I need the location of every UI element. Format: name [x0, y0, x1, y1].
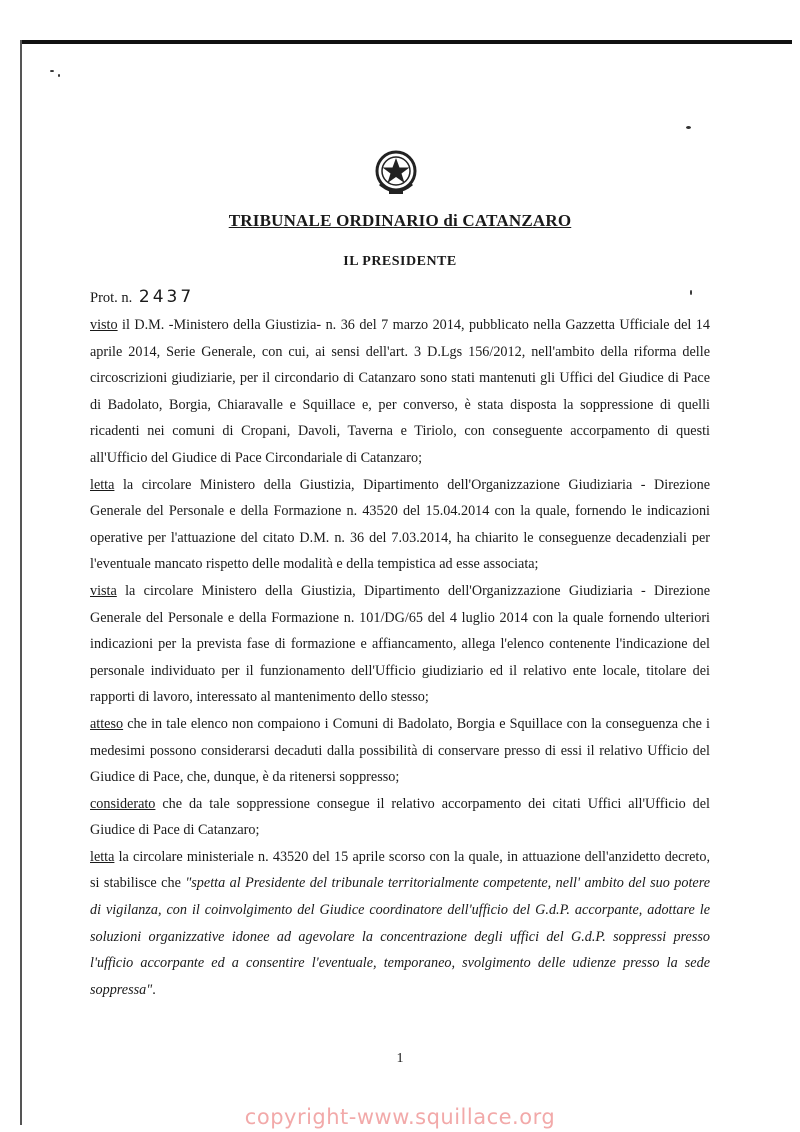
- paragraph-lead: considerato: [90, 795, 156, 812]
- paragraph-lead: vista: [90, 582, 117, 599]
- paragraph-text: la circolare Ministero della Giustizia, Dipartimento dell'Organizzazione Giudiziaria - Direzione Generale del Personale e della Formazione n. 101/DG/65 del 4 luglio 2014 con la quale fornendo ulteriori indicazioni per la prevista fase di formazione e affiancamento, allega l'elenco contenente l'indicazione del personale individuato per il funzionamento dell'Ufficio giudiziario ed il relativo ente locale, titolare dei rapporti di lavoro, interessato al mantenimento dello stesso;: [90, 582, 710, 706]
- scan-speck: [58, 74, 60, 77]
- paragraph-text: che in tale elenco non compaiono i Comuni di Badolato, Borgia e Squillace con la conseguenza che i medesimi possono considerarsi decaduti dalla possibilità di conservare presso di essi il relativo Ufficio del Giudice di Pace, che, dunque, è da ritenersi soppresso;: [90, 715, 710, 786]
- paragraph-letta: [90, 472, 710, 578]
- paragraph-visto: [90, 312, 710, 472]
- protocol-line: [90, 287, 194, 307]
- paragraph-lead: atteso: [90, 715, 124, 732]
- scan-border-top: [22, 40, 792, 44]
- paragraph-vista: [90, 578, 710, 711]
- protocol-label: Prot. n.: [90, 290, 133, 306]
- protocol-number: 2437: [138, 287, 195, 307]
- court-title: TRIBUNALE ORDINARIO di CATANZARO: [228, 211, 572, 230]
- scan-speck: [50, 70, 54, 72]
- republic-emblem-icon: [371, 148, 421, 198]
- paragraph-lead: visto: [90, 317, 118, 333]
- paragraph-atteso: [90, 711, 710, 791]
- scan-border-left: [20, 40, 22, 1125]
- page-number: 1: [396, 1051, 404, 1066]
- paragraph-letta-circolare: [90, 844, 710, 1004]
- paragraph-end: .: [152, 981, 156, 998]
- paragraph-text: il D.M. -Ministero della Giustizia- n. 36 del 7 marzo 2014, pubblicato nella Gazzetta Ufficiale del 14 aprile 2014, Serie Generale, con cui, ai sensi dell'art. 3 D.Lgs 156/2012, nell'ambito della riforma delle circoscrizioni giudiziarie, per il circondario di Catanzaro sono stati mantenuti gli Uffici del Giudice di Pace di Badolato, Borgia, Chiaravalle e Squillace e, per converso, è stata disposta la soppressione di quelli ricadenti nei comuni di Cropani, Davoli, Taverna e Tiriolo, con conseguente accorpamento di questi all'Ufficio del Giudice di Pace Circondariale di Catanzaro;: [90, 317, 710, 466]
- paragraph-lead: letta: [90, 476, 115, 493]
- copyright-watermark: copyright-www.squillace.org: [244, 1105, 556, 1129]
- paragraph-lead: letta: [90, 848, 115, 865]
- paragraph-text: la circolare Ministero della Giustizia, Dipartimento dell'Organizzazione Giudiziaria - Direzione Generale del Personale e della Formazione n. 43520 del 15.04.2014 con la quale, fornendo le indicazioni operative per l'attuazione del citato D.M. n. 36 del 7.03.2014, ha chiarito le conseguenze decadenziali per l'eventuale mancato rispetto delle modalità e della tempistica ad esse associata;: [90, 476, 710, 573]
- paragraph-text: la circolare ministeriale n. 43520 del 15 aprile scorso con la quale, in attuazione dell'anzidetto decreto, si stabilisce che: [90, 848, 710, 892]
- paragraph-text: che da tale soppressione consegue il relativo accorpamento dei citati Uffici all'Ufficio del Giudice di Pace di Catanzaro;: [90, 795, 710, 839]
- scan-speck: [690, 290, 692, 295]
- quoted-provision: "spetta al Presidente del tribunale territorialmente competente, nell' ambito del suo potere di vigilanza, con il coinvolgimento del Giudice coordinatore dell'ufficio del G.d.P. accorpante, adottare le soluzioni organizzative idonee ad agevolare la concentrazione degli uffici del G.d.P. soppressi presso l'ufficio accorpante ed a consentire l'eventuale, temporaneo, svolgimento delle udienze presso la sede soppressa": [90, 875, 710, 998]
- scan-speck: [686, 126, 691, 129]
- document-body: [90, 312, 710, 1003]
- president-heading: IL PRESIDENTE: [343, 254, 457, 269]
- paragraph-considerato: [90, 791, 710, 844]
